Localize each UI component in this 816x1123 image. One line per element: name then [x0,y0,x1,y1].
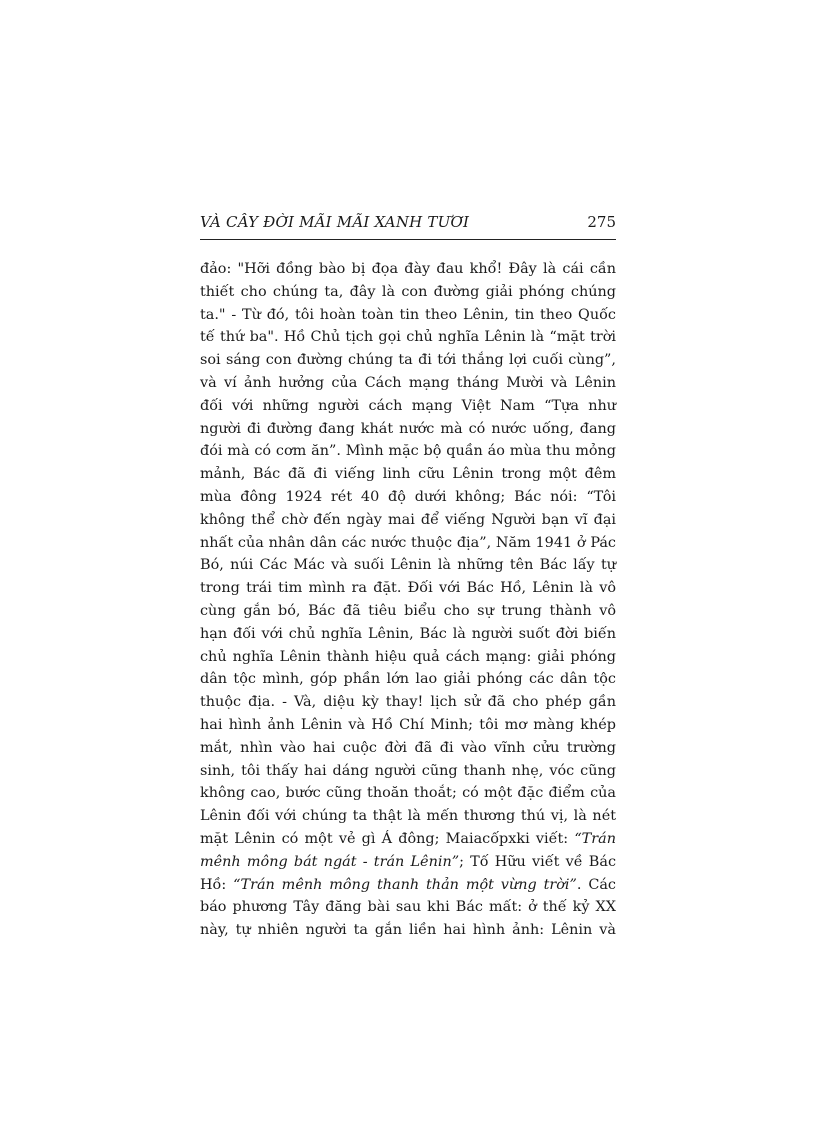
book-page [200,213,616,942]
chapter-title: VÀ CÂY ĐỜI MÃI MÃI XANH TƯƠI [200,213,470,231]
italic-quote: mênh mông bát ngát - trán Lênin” [200,853,460,870]
text-run: và ví ảnh hưởng của Cách mạng tháng Mười và Lênin [200,374,616,391]
text-run: . Các [576,876,616,893]
text-run: không cao, bước cũng thoăn thoắt; có một đặc điểm của [200,785,616,802]
text-run: Hồ: [200,876,234,893]
text-line [200,714,616,737]
text-run: ; Tố Hữu viết về Bác [459,853,617,870]
text-line [200,372,616,395]
text-run: đói mà có cơm ăn”. Mình mặc bộ quần áo mùa thu mỏng [200,443,616,460]
text-run: soi sáng con đường chúng ta đi tới thắng lợi cuối cùng”, [200,352,616,369]
text-line [200,646,616,669]
text-run: mùa đông 1924 rét 40 độ dưới không; Bác nói: “Tôi [200,488,616,505]
text-run: báo phương Tây đăng bài sau khi Bác mất: ở thế kỷ XX [200,899,616,916]
text-line [200,418,616,441]
text-run: mặt Lênin có một vẻ gì Á đông; Maiacốpxki viết: [200,830,575,847]
text-run: người đi đường đang khát nước mà có nước uống, đang [200,420,616,437]
text-run: Bó, núi Các Mác và suối Lênin là những tên Bác lấy tự [200,557,616,574]
text-line [200,896,616,919]
text-run: thuộc địa. - Và, diệu kỳ thay! lịch sử đã cho phép gần [200,694,616,711]
text-run: chủ nghĩa Lênin thành hiệu quả cách mạng: giải phóng [200,648,616,665]
text-line [200,395,616,418]
text-run: nhất của nhân dân các nước thuộc địa”, Năm 1941 ở Pác [200,534,616,551]
italic-quote: “Trán mênh mông thanh thản một vừng trời” [233,876,577,893]
text-line [200,577,616,600]
text-run: Lênin đối với chúng ta thật là mến thương thú vị, là nét [200,808,616,825]
text-line [200,532,616,555]
text-line [200,554,616,577]
text-run: hai hình ảnh Lênin và Hồ Chí Minh; tôi mơ màng khép [200,716,616,733]
text-run: thiết cho chúng ta, đây là con đường giải phóng chúng [200,283,616,300]
text-run: cùng gắn bó, Bác đã tiêu biểu cho sự trung thành vô [200,602,616,619]
text-line [200,258,616,281]
text-run: hạn đối với chủ nghĩa Lênin, Bác là người suốt đời biến [200,625,616,642]
text-run: dân tộc mình, góp phần lớn lao giải phóng các dân tộc [200,671,616,688]
text-run: đối với những người cách mạng Việt Nam “Tựa như [200,397,616,414]
text-line [200,874,616,897]
text-run: trong trái tim mình ra đặt. Đối với Bác Hồ, Lênin là vô [200,580,616,597]
text-line [200,440,616,463]
text-line [200,737,616,760]
text-line [200,600,616,623]
italic-quote: “Trán [574,830,616,847]
page-number: 275 [587,213,616,231]
text-line [200,349,616,372]
text-line [200,691,616,714]
text-line [200,919,616,942]
text-line [200,805,616,828]
text-line [200,326,616,349]
text-line [200,463,616,486]
body-text [200,258,616,942]
text-run: không thể chờ đến ngày mai để viếng Người bạn vĩ đại [200,511,616,528]
text-line [200,760,616,783]
text-line [200,623,616,646]
text-run: sinh, tôi thấy hai dáng người cũng thanh nhẹ, vóc cũng [200,762,616,779]
text-line [200,851,616,874]
text-line [200,281,616,304]
text-run: tế thứ ba". Hồ Chủ tịch gọi chủ nghĩa Lênin là “mặt trời [200,329,616,346]
text-line [200,828,616,851]
text-run: ta." - Từ đó, tôi hoàn toàn tin theo Lênin, tin theo Quốc [200,306,616,323]
text-line [200,668,616,691]
text-run: này, tự nhiên người ta gắn liền hai hình ảnh: Lênin và [200,922,616,939]
text-line [200,509,616,532]
running-header [200,213,616,240]
text-run: mắt, nhìn vào hai cuộc đời đã đi vào vĩnh cửu trường [200,739,616,756]
text-line [200,304,616,327]
text-line [200,486,616,509]
text-run: đảo: "Hỡi đồng bào bị đọa đày đau khổ! Đây là cái cần [200,261,616,277]
text-line [200,782,616,805]
text-run: mảnh, Bác đã đi viếng linh cữu Lênin trong một đêm [200,466,616,483]
